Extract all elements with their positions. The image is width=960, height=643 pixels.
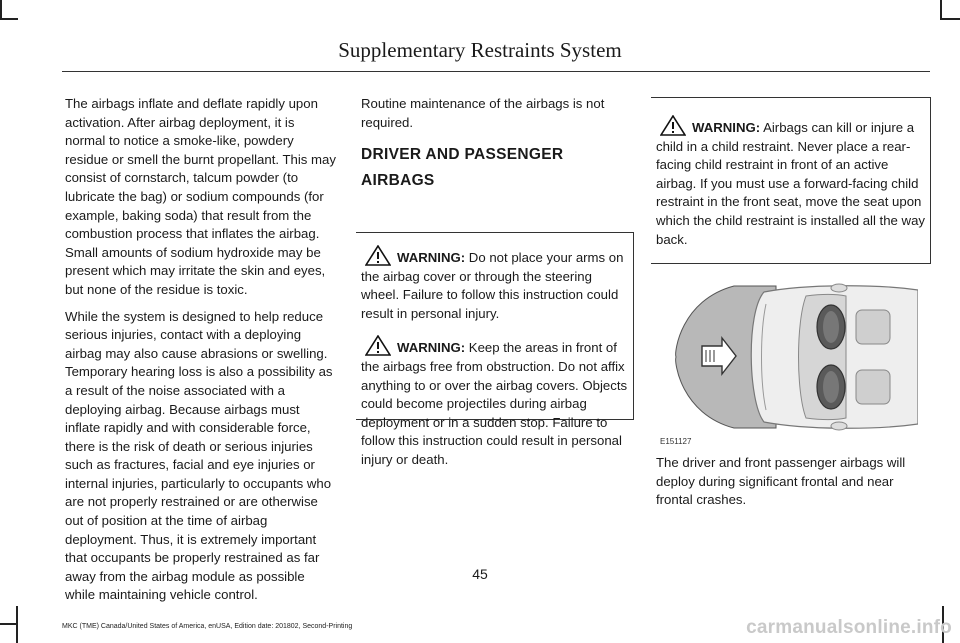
warning-triangle-icon [660,115,686,136]
warning-content [656,115,930,257]
page-number: 45 [472,566,488,582]
warning-label: WARNING: [397,250,466,265]
warning-label: WARNING: [397,340,466,356]
paragraph: The airbags inflate and deflate rapidly upon activation. After airbag deployment, it is normal to notice a smoke-like, powdery residue or smell the burnt propellant. This may consist of cornstarch, talcum powder (to lubricate the bag) or sodium compounds (for example, baking soda) that result from the combustion process that inflates the airbag. Small amounts of sodium hydroxide may be present which may irritate the skin and eyes, but none of the residue is toxic. [65,96,336,297]
warning-triangle-icon [365,335,391,356]
warning-text: Airbags can kill or injure a child in a child restraint. Never place a rear-facing child restraint in front of an active airbag. If you must use a forward-facing child restraint in the front seat, move the seat upon which the child restraint is installed all the way back. [656,120,926,247]
paragraph: Routine maintenance of the airbags is not required. [361,96,605,130]
warning-content [361,245,631,478]
warning-paragraph [361,335,631,469]
page-title: Supplementary Restraints System [338,38,622,62]
footer-text: MKC (TME) Canada/United States of America, enUSA, Edition date: 201802, Second-Printing [62,623,353,630]
heading-line: DRIVER AND PASSENGER [361,146,564,164]
column-middle [361,95,633,210]
warning-text: Keep the areas in front of the airbags free from obstruction. Do not affix anything to or over the airbag covers. Objects could become projectiles during airbag deployment or in a sudden stop. Failure to follow this instruction could result in personal injury or death. [361,340,628,467]
crop-mark [940,0,942,18]
section-heading [361,142,633,194]
heading-line: AIRBAGS [361,172,435,190]
warning-paragraph [656,115,930,249]
warning-text: Do not place your arms on the airbag cover or through the steering wheel. Failure to follow this instruction could result in personal injury. [361,250,624,321]
column-right [656,454,930,518]
airbag-deployment-illustration [656,282,918,432]
crop-mark [16,606,18,643]
column-left [65,95,337,613]
figure-id: E151127 [660,437,692,446]
warning-label: WARNING: [692,120,761,135]
crop-mark [0,18,18,20]
header-divider [62,71,930,72]
warning-paragraph [361,245,631,323]
watermark: carmanualsonline.info [746,617,952,638]
crop-mark [940,18,960,20]
warning-triangle-icon [365,245,391,266]
paragraph: The driver and front passenger airbags will deploy during significant frontal and near frontal crashes. [656,455,906,508]
crop-mark [0,0,2,18]
paragraph: While the system is designed to help reduce serious injuries, contact with a deploying airbag may also cause abrasions or swelling. Temporary hearing loss is also a possibility as a result of the noise associated with a deploying airbag. Because airbags must inflate rapidly and with considerable force, there is the risk of death or serious injuries such as fractures, facial and eye injuries or internal injuries, particularly to occupants who are not properly restrained or are otherwise out of position at the time of airbag deployment. Thus, it is extremely important that occupants be properly restrained as far away from the airbag module as possible while maintaining vehicle control. [65,308,333,603]
car-airbag-icon [656,282,918,432]
